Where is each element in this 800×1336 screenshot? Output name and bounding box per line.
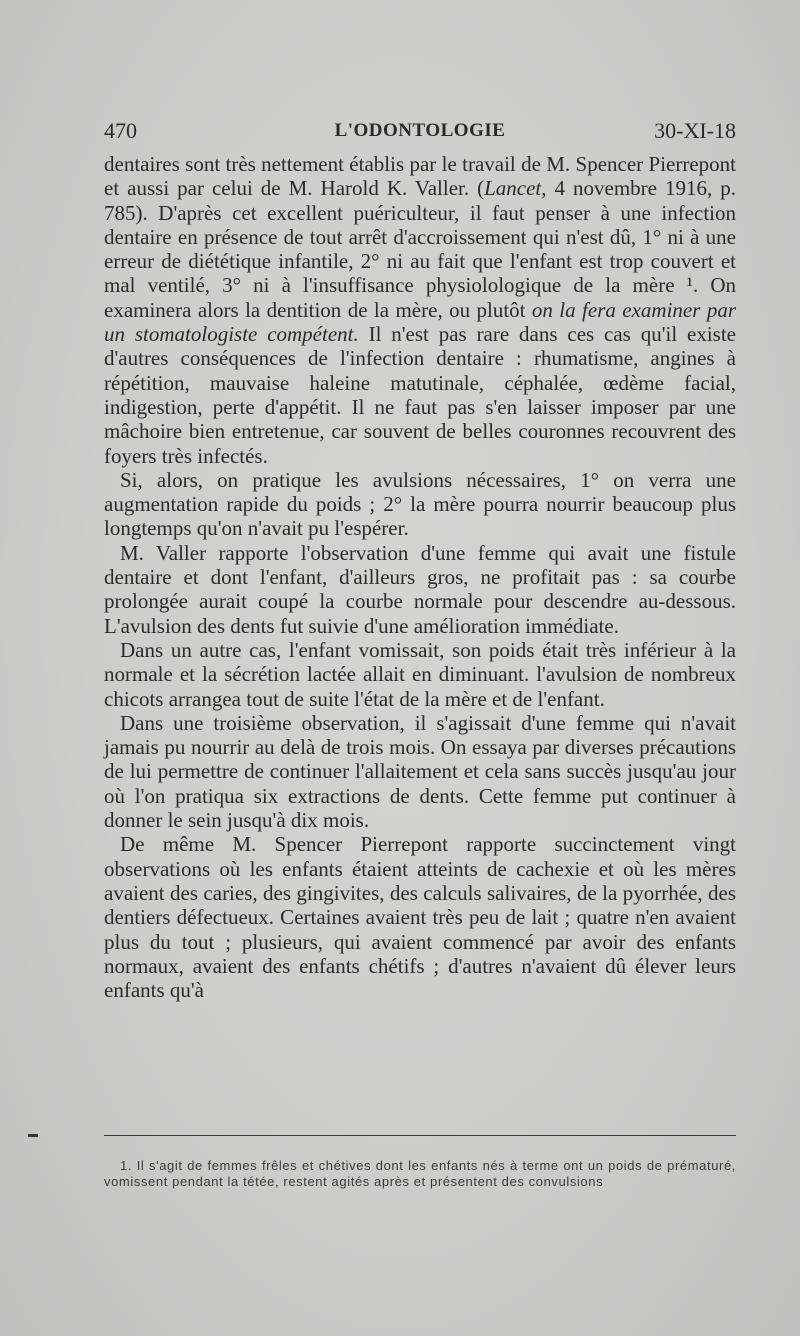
main-text bbox=[104, 152, 736, 1002]
text-run: dentaires sont très nettement établis par le travail de M. Spencer Pierrepont et aussi par celui de M. Harold K. Valler. ( bbox=[104, 152, 736, 201]
text-run: 4 novembre 1916, p. 785). D'après cet excellent puériculteur, il faut penser à une infection dentaire en présence de tout arrêt d'accroissement qui n'est dû, 1° ni à une erreur de diététique infantile, 2° ni au fait que l'enfant est trop couvert et mal ventilé, 3° ni à l'insuffisance physiolologique de la mère ¹. On examinera alors la dentition de la mère, ou plutôt bbox=[104, 176, 736, 322]
margin-mark bbox=[28, 1134, 38, 1137]
text-run: Si, alors, on pratique les avulsions nécessaires, 1° on verra une augmentation rapide du poids ; 2° la mère pourra nourrir beaucoup plus longtemps qu'on n'avait pu l'espérer. bbox=[104, 467, 736, 541]
paragraph bbox=[104, 711, 736, 832]
paragraph bbox=[104, 468, 736, 541]
footnote-number: 1. bbox=[120, 1158, 133, 1173]
text-run: Il n'est pas rare dans ces cas qu'il existe d'autres conséquences de l'infection dentaire : rhumatisme, angines à répétition, mauvaise haleine matutinale, céphalée, œdème facial, indigestion, perte d'appétit. Il ne faut pas s'en laisser imposer par une mâchoire bien entretenue, car souvent de belles couronnes recouvrent des foyers très infectés. bbox=[104, 322, 736, 468]
footnote bbox=[104, 1158, 736, 1189]
footnote-text: Il s'agit de femmes frêles et chétives dont les enfants nés à terme ont un poids de prématuré, vomissent pendant la tétée, restent agités après et présentent des convulsions bbox=[104, 1158, 736, 1189]
paragraph bbox=[104, 541, 736, 638]
text-run: De même M. Spencer Pierrepont rapporte succinctement vingt observations où les enfants étaient atteints de cachexie et où les mères avaient des caries, des gingivites, des calculs salivaires, de la pyorrhée, des dentiers défectueux. Certaines avaient très peu de lait ; quatre n'en avaient plus du tout ; plusieurs, qui avaient commencé par avoir des enfants normaux, avaient des enfants chétifs ; d'autres n'avaient dû élever leurs enfants qu'à bbox=[104, 832, 736, 1003]
text-run: Dans un autre cas, l'enfant vomissait, son poids était très inférieur à la normale et la sécrétion lactée allait en diminuant. l'avulsion de nombreux chicots arrangea tout de suite l'état de la mère et de l'enfant. bbox=[104, 637, 736, 711]
page-number: 470 bbox=[104, 118, 137, 143]
running-header bbox=[104, 118, 736, 146]
paragraph bbox=[104, 152, 736, 468]
text-run: Dans une troisième observation, il s'agissait d'une femme qui n'avait jamais pu nourrir au delà de trois mois. On essaya par diverses précautions de lui permettre de continuer l'allaitement et cela sans succès jusqu'au jour où l'on pratiqua six extractions de dents. Cette femme put continuer à donner le sein jusqu'à dix mois. bbox=[104, 710, 736, 833]
paragraph bbox=[104, 638, 736, 711]
paragraph bbox=[104, 832, 736, 1002]
issue-date: 30-XI-18 bbox=[654, 118, 736, 143]
footnote-divider bbox=[104, 1135, 736, 1136]
journal-title: L'ODONTOLOGIE bbox=[334, 120, 506, 141]
italic-text: on la fera examiner par un stomatologiste compétent. bbox=[104, 297, 736, 347]
text-run: M. Valler rapporte l'observation d'une femme qui avait une fistule dentaire et dont l'enfant, d'ailleurs gros, ne profitait pas : sa courbe prolongée aurait coupé la courbe normale pour descendre au-dessous. L'avulsion des dents fut suivie d'une amélioration immédiate. bbox=[104, 540, 736, 638]
italic-text: Lancet, bbox=[484, 176, 547, 201]
